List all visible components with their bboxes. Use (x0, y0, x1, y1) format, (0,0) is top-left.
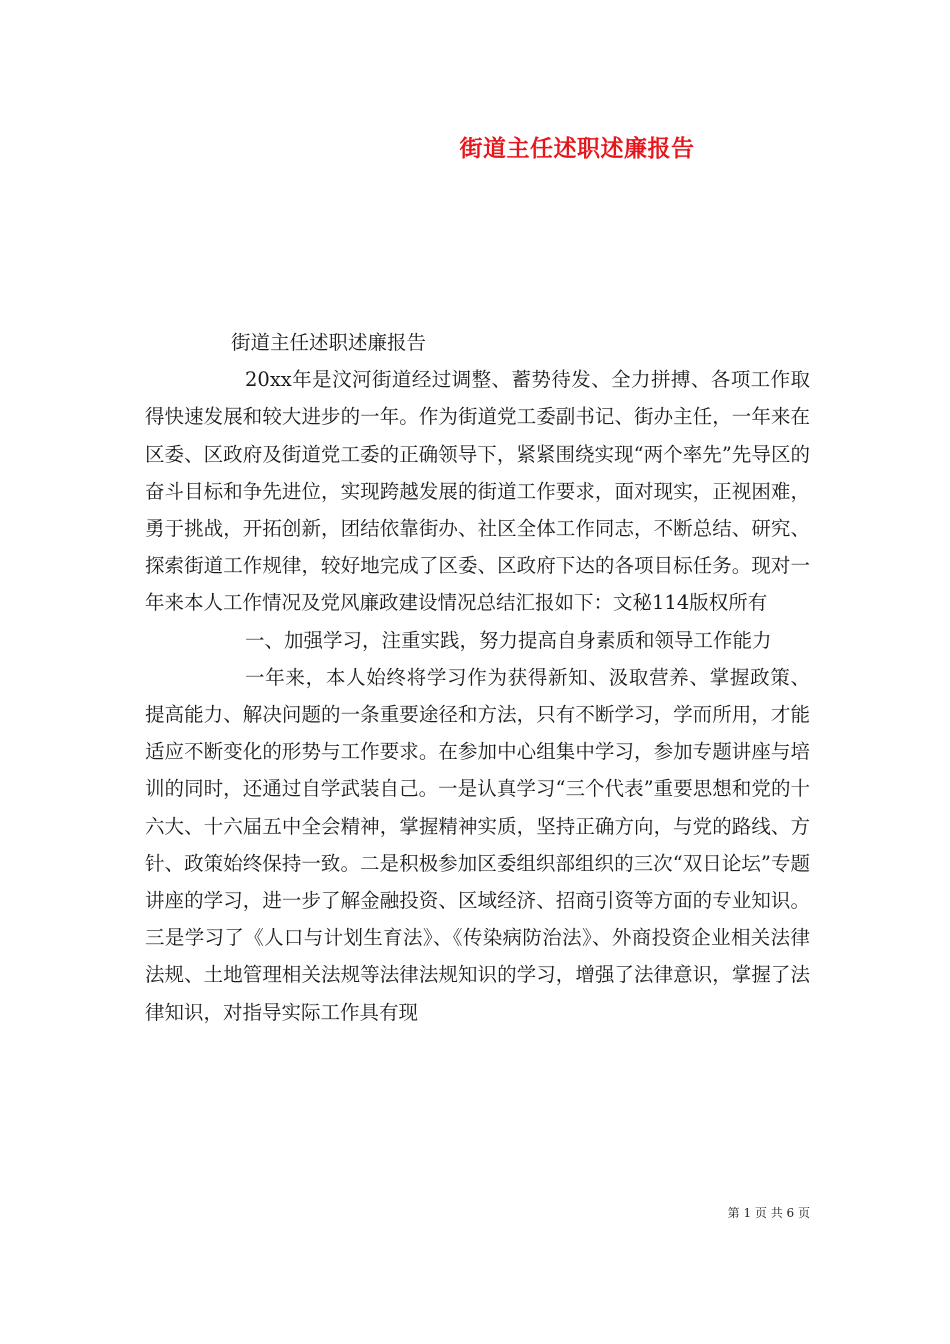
section-heading-1: 一、加强学习，注重实践，努力提高自身素质和领导工作能力 (245, 628, 772, 652)
paragraph-learning: 一年来，本人始终将学习作为获得新知、汲取营养、掌握政策、提高能力、解决问题的一条重要途径和方法，只有不断学习，学而所用，才能适应不断变化的形势与工作要求。在参加中心组集中学习，参加专题讲座与培训的同时，还通过自学武装自己。一是认真学习“三个代表”重要思想和党的十六大、十六届五中全会精神，掌握精神实质，坚持正确方向，与党的路线、方针、政策始终保持一致。二是积极参加区委组织部组织的三次“双日论坛”专题讲座的学习，进一步了解金融投资、区域经济、招商引资等方面的专业知识。三是学习了《人口与计划生育法》、《传染病防治法》、外商投资企业相关法律法规、土地管理相关法规等法律法规知识的学习，增强了法律意识，掌握了法律知识，对指导实际工作具有现 (145, 665, 810, 1024)
page-number: 第 1 页 共 6 页 (727, 1206, 810, 1220)
document-title-text: 街道主任述职述廉报告 (459, 135, 695, 162)
document-title (0, 130, 950, 163)
document-body (145, 324, 810, 1031)
paragraph-intro: 20xx年是汶河街道经过调整、蓄势待发、全力拼搏、各项工作取得快速发展和较大进步的一年。作为街道党工委副书记、街办主任，一年来在区委、区政府及街道党工委的正确领导下，紧紧围绕实现“两个率先”先导区的奋斗目标和争先进位，实现跨越发展的街道工作要求，面对现实，正视困难，勇于挑战，开拓创新，团结依靠街办、社区全体工作同志，不断总结、研究、探索街道工作规律，较好地完成了区委、区政府下达的各项目标任务。现对一年来本人工作情况及党风廉政建设情况总结汇报如下：文秘114版权所有 (145, 368, 810, 615)
document-subtitle: 街道主任述职述廉报告 (231, 331, 427, 354)
